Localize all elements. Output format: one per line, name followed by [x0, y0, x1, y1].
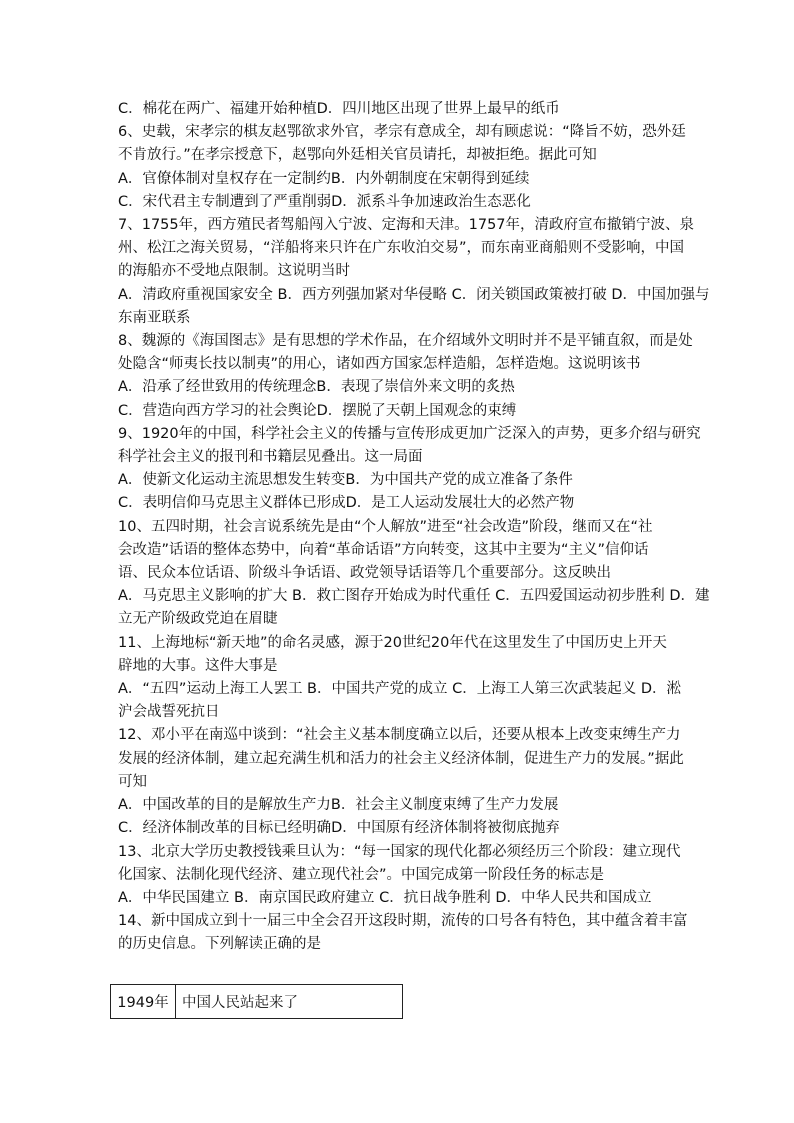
- option-line: A．马克思主义影响的扩大 B．救亡图存开始成为时代重任 C．五四爱国运动初步胜利 D．建: [118, 588, 710, 605]
- year-cell: 1949年: [111, 985, 176, 1019]
- option-line: 立无产阶级政党迫在眉睫: [118, 611, 278, 628]
- option-line: C．营造向西方学习的社会舆论D．摆脱了天朝上国观念的束缚: [118, 402, 517, 419]
- option-line: 沪会战誓死抗日: [118, 704, 220, 721]
- exam-text: [118, 98, 710, 957]
- option-line: C．经济体制改革的目标已经明确D．中国原有经济体制将被彻底抛弃: [118, 820, 560, 837]
- question-12: 12、邓小平在南巡中谈到：“社会主义基本制度确立以后，还要从根本上改变束缚生产力: [118, 727, 681, 744]
- question-9: 9、1920年的中国，科学社会主义的传播与宣传形成更加广泛深入的声势，更多介绍与研究: [118, 425, 701, 442]
- option-line: A．清政府重视国家安全 B．西方列强加紧对华侵略 C．闭关锁国政策被打破 D．中国加强与: [118, 286, 710, 303]
- slogan-table: [110, 984, 403, 1019]
- text-line: 化国家、法制化现代经济、建立现代社会”。中国完成第一阶段任务的标志是: [118, 866, 605, 883]
- question-13: 13、北京大学历史教授钱乘旦认为：“每一国家的现代化都必须经历三个阶段：建立现代: [118, 843, 681, 860]
- option-line: A．“五四”运动上海工人罢工 B．中国共产党的成立 C．上海工人第三次武装起义 D．淞: [118, 681, 682, 698]
- text-line: 不肯放行。”在孝宗授意下，赵鄂向外廷相关官员请托，却被拒绝。据此可知: [118, 147, 597, 164]
- text-line: 处隐含“师夷长技以制夷”的用心，诸如西方国家怎样造船，怎样造炮。这说明该书: [118, 356, 641, 373]
- text-line: 可知: [118, 773, 147, 790]
- option-line: A．使新文化运动主流思想发生转变B．为中国共产党的成立准备了条件: [118, 472, 573, 489]
- question-11: 11、上海地标“新天地”的命名灵感，源于20世纪20年代在这里发生了中国历史上开天: [118, 634, 667, 651]
- text-line: C．棉花在两广、福建开始种植D．四川地区出现了世界上最早的纸币: [118, 101, 560, 117]
- text-line: 会改造”话语的整体态势中，向着“革命话语”方向转变，这其中主要为“主义”信仰话: [118, 541, 649, 558]
- option-line: 东南亚联系: [118, 309, 191, 326]
- question-7: 7、1755年，西方殖民者驾船闯入宁波、定海和天津。1757年，清政府宣布撤销宁波、泉: [118, 217, 695, 234]
- slogan-cell: 中国人民站起来了: [176, 985, 403, 1019]
- text-line: 州、松江之海关贸易，“洋船将来只许在广东收泊交易”，而东南亚商船则不受影响，中国: [118, 240, 685, 257]
- question-14: 14、新中国成立到十一届三中全会召开这段时期，流传的口号各有特色，其中蕴含着丰富: [118, 913, 688, 930]
- option-line: A．中国改革的目的是解放生产力B．社会主义制度束缚了生产力发展: [118, 797, 559, 814]
- text-line: 科学社会主义的报刊和书籍层见叠出。这一局面: [118, 449, 423, 466]
- option-line: C．宋代君主专制遭到了严重削弱D．派系斗争加速政治生态恶化: [118, 193, 531, 210]
- text-line: 的历史信息。下列解读正确的是: [118, 936, 321, 953]
- option-line: A．中华民国建立 B．南京国民政府建立 C．抗日战争胜利 D．中华人民共和国成立: [118, 889, 652, 906]
- option-line: C．表明信仰马克思主义群体已形成D．是工人运动发展壮大的必然产物: [118, 495, 575, 512]
- text-line: 语、民众本位话语、阶级斗争话语、政党领导话语等几个重要部分。这反映出: [118, 565, 611, 582]
- question-6: 6、史载，宋孝宗的棋友赵鄂欲求外官，孝宗有意成全，却有顾虑说：“降旨不妨，恐外廷: [118, 124, 686, 141]
- text-line: 的海船亦不受地点限制。这说明当时: [118, 263, 350, 280]
- table-row: [111, 985, 403, 1019]
- option-line: A．沿承了经世致用的传统理念B．表现了崇信外来文明的炙热: [118, 379, 515, 396]
- question-10: 10、五四时期，社会言说系统先是由“个人解放”进至“社会改造”阶段，继而又在“社: [118, 518, 653, 535]
- text-line: 发展的经济体制，建立起充满生机和活力的社会主义经济体制，促进生产力的发展。”据此: [118, 750, 684, 767]
- question-8: 8、魏源的《海国图志》是有思想的学术作品，在介绍域外文明时并不是平铺直叙，而是处: [118, 333, 693, 350]
- text-line: 辟地的大事。这件大事是: [118, 657, 278, 674]
- option-line: A．官僚体制对皇权存在一定制约B．内外朝制度在宋朝得到延续: [118, 170, 530, 187]
